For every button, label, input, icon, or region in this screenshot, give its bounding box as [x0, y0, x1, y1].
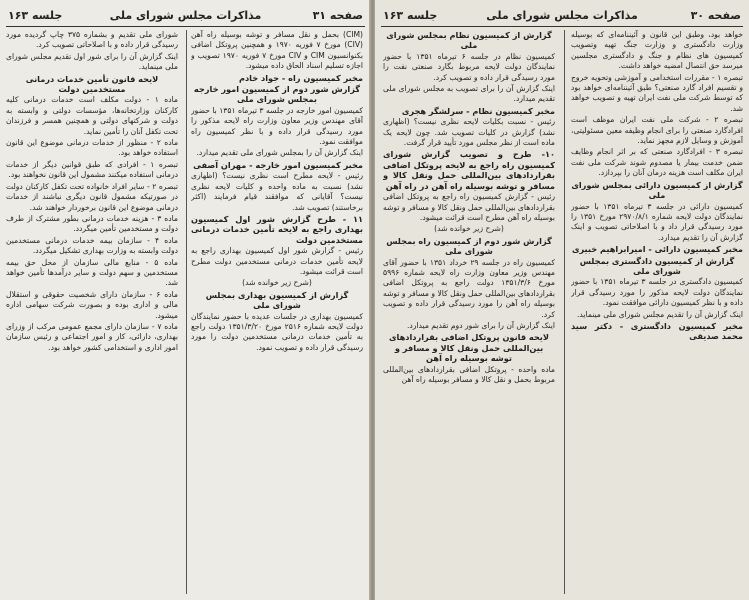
paragraph: ماده ۳ - هزینه خدمات درمانی بطور مشترک از طرف دولت و مستخدمین تأمین میگردد. [6, 213, 178, 234]
paragraph: کمیسیون بهداری در جلسات عدیده با حضور نمایندگان دولت لایحه شماره ۲۵۱۶ مورخ ۱۳۵۱/۳/۲۰ دولت راجع به تأمین خدمات درمانی مستخدمین دولت را مورد رسیدگی قرار داده و تصویب نمود. [191, 311, 363, 352]
page-header [6, 6, 365, 27]
paragraph: رئیس - لایحه مطرح است نظری نیست؟ (اظهاری نشد) نسبت به ماده واحده و کلیات لایحه نظری نیست؟ آقایانی که موافقند قیام فرمایند (اکثر برخاستند) تصویب شد. [191, 171, 363, 212]
paragraph: کمیسیون دادگستری در جلسه ۳ تیرماه ۱۳۵۱ با حضور نمایندگان دولت لایحه مذکور را مورد رسیدگی قرار داده و با نظر کمیسیون دارائی موافقت نمود. [571, 277, 743, 308]
publication-title: مذاکرات مجلس شورای ملی [109, 9, 262, 22]
text-column-left [383, 30, 555, 596]
paragraph: ۱۰- طرح و تصویب گزارش شورای کمیسیون راه راجع به لایحه پروتکل اضافی بقراردادهای بین‌المللی حمل ونقل کالا و مسافر و توشه بوسیله راه آهن در راه آهن [383, 149, 555, 191]
paragraph: تبصره ۲ - سایر افراد خانواده تحت تکفل کارکنان دولت در صورتیکه مشمول قانون دیگری نباشند از خدمات درمانی موضوع این قانون برخوردار خواهند شد. [6, 181, 178, 212]
paragraph: گزارش از کمیسیون دادگستری بمجلس شورای ملی [579, 255, 735, 276]
paragraph: اینک گزارش آن را برای شور دوم تقدیم میدارد. [406, 320, 555, 330]
text-column-right [571, 30, 743, 596]
paragraph: (شرح زیر خوانده شد) [434, 224, 504, 234]
paragraph: رئیس - گزارش شور اول کمیسیون بهداری راجع به لایحه تأمین خدمات درمانی مستخدمین دولت مطرح است قرائت میشود. [191, 246, 363, 276]
paragraph: گزارش از کمیسیون بهداری بمجلس شورای ملی [205, 289, 349, 311]
paragraph: تبصره ۱ - مقررات استخدامی و آموزشی وتحویه خروج و تقسیم افراد گارد صنعتی؟ طبق آئیننامه‌ای خواهد بود که توسط شرکت ملی نفت ایران تهیه و تصویب خواهد شد. [571, 72, 743, 113]
paragraph: ماده ۱ - دولت مکلف است خدمات درمانی کلیه کارکنان وزارتخانه‌ها، مؤسسات دولتی و وابسته به دولت و شرکتهای دولتی و همچنین همسر و فرزندان تحت تکفل آنان را تأمین نماید. [6, 95, 178, 136]
page-header [381, 6, 743, 27]
publication-title: مذاکرات مجلس شورای ملی [486, 9, 638, 22]
paragraph: مخبر کمیسیون نظام - سرلشگر هجری [401, 105, 555, 116]
paragraph: گزارش شور دوم از کمیسیون راه بمجلس شورای ملی [386, 235, 552, 257]
paragraph: کمیسیون امور خارجه در جلسه ۳ تیرماه ۱۳۵۱ با حضور آقای مهندس وزیر معاون وزارت راه لایحه مذکور را مورد رسیدگی قرار داده و با نظر کمیسیون راه موافقت نمود. [191, 105, 363, 147]
paragraph: اینک گزارش آن را تقدیم مجلس شورای ملی مینماید. [577, 309, 743, 319]
paragraph: شورای ملی تقدیم و بشماره ۳۷۵ چاپ گردیده مورد رسیدگی قرار داده و با اصلاحاتی تصویب کرد. [6, 30, 178, 50]
paragraph: (شرح زیر خوانده شد) [242, 278, 312, 288]
column-divider [564, 30, 565, 594]
paragraph: کمیسیون دارائی در جلسه ۳ تیرماه ۱۳۵۱ با حضور نمایندگان دولت لایحه شماره ۲۹۷۰/۸/۱ مورخ ۱۳۵۱ را مورد رسیدگی قرار داد و با اصلاحاتی تصویب و اینک گزارش آن را تقدیم میدارد. [571, 201, 743, 242]
paragraph: تبصره ۱ - افرادی که طبق قوانین دیگر از خدمات درمانی استفاده میکنند مشمول این قانون نخواهند بود. [6, 159, 178, 180]
page-number-label: صفحه ۳۱ [312, 9, 363, 22]
paragraph: ماده ۵ - منابع مالی سازمان از محل حق بیمه مستخدمین و سهم دولت و سایر درآمدها تأمین خواهد شد. [6, 257, 178, 288]
paragraph: لایحه قانون پروتکل اضافی بقراردادهای بین‌المللی حمل ونقل کالا و مسافر و توشه بوسیله راه آهن [389, 332, 549, 364]
paragraph: گزارش از کمیسیون نظام بمجلس شورای ملی [386, 30, 552, 51]
paragraph: مخبر کمیسیون راه - جواد خادم [238, 72, 363, 83]
column-divider [186, 30, 187, 594]
paragraph: اینک گزارش آن را بمجلس شورای ملی تقدیم میدارد. [196, 148, 363, 158]
paragraph: کمیسیون راه در جلسه ۲۹ خرداد ۱۳۵۱ با حضور آقای مهندس وزیر معاون وزارت راه لایحه شماره ۵۹۹۶ مورخ ۱۳۵۱/۳/۶ دولت راجع به پروتکل اضافی بقراردادهای بین‌المللی حمل ونقل کالا و مسافر و توشه بوسیله راه آهن را مورد رسیدگی قرار داده و تصویب کرد. [383, 257, 555, 319]
paragraph: کمیسیون نظام در جلسه ۶ تیرماه ۱۳۵۱ با حضور نمایندگان دولت لایحه مربوط بگارد صنعتی نفت را مورد رسیدگی قرار داده و تصویب کرد. [383, 51, 555, 82]
paragraph: ماده ۲ - منظور از خدمات درمانی موضوع این قانون استفاده خواهد بود. [6, 138, 178, 158]
paragraph: مخبر کمیسیون امور خارجه - مهران آصفی [193, 159, 363, 170]
paragraph: مخبر کمیسیون دارائی - امیرابراهیم خبیری [571, 244, 743, 255]
paragraph: ماده ۶ - سازمان دارای شخصیت حقوقی و استقلال مالی و اداری بوده و بصورت شرکت سهامی اداره میشود. [6, 289, 178, 320]
page-30 [375, 0, 749, 600]
page-number-label: صفحه ۳۰ [690, 9, 741, 22]
paragraph: گزارش از کمیسیون دارائی بمجلس شورای ملی [571, 179, 743, 201]
paragraph: رئیس - نسبت بکلیات لایحه نظری نیست؟ (اظهاری نشد) گزارش در کلیات تصویب شد. چون لایحه یک ماده است از نظر مجلس مورد تأیید قرار گرفت. [383, 117, 555, 148]
paragraph: تبصره ۲ - شرکت ملی نفت ایران موظف است افرادگارد صنعتی را برای انجام وظیفه معین مسئولیتی، آموزش و وسایل لازم مجهز نماید. [571, 115, 743, 146]
session-label: جلسه ۱۶۳ [383, 9, 438, 22]
paragraph: تبصره ۳ - افرادگارد صنعتی که بر اثر انجام وظایف ضمن خدمت بیمار یا مصدوم شوند شرکت ملی نفت ایران مکلف است هزینه درمان آنان را بپردازد. [571, 147, 743, 178]
paragraph: اینک گزارش آن را برای تصویب به مجلس شورای ملی تقدیم میدارد. [383, 84, 555, 104]
text-column-left [6, 30, 178, 596]
session-label: جلسه ۱۶۳ [8, 9, 63, 22]
paragraph: اینک گزارش آن را برای شور اول تقدیم مجلس شورای ملی مینماید. [6, 51, 178, 72]
paragraph: ماده واحده - پروتکل اضافی بقراردادهای بین‌المللی مربوط بحمل و نقل کالا و مسافر بوسیله راه آهن [383, 364, 555, 384]
paragraph: لایحه قانون تأمین خدمات درمانی مستخدمین دولت [25, 73, 159, 95]
paragraph: (CIM) بحمل و نقل مسافر و توشه بوسیله راه آهن (CIV) مورخ ۷ فوریه ۱۹۷۰ و همچنین پروتکل اضافی بکنوانسیون CIM و CIV مورخ ۷ فوریه ۱۹۷۰ تصویب و اجازه تسلیم اسناد الحاق داده میشود. [191, 30, 363, 71]
paragraph: گزارش شور دوم از کمیسیون امور خارجه بمجلس شورای ملی [193, 84, 361, 105]
paragraph: رئیس - گزارش کمیسیون راه راجع به پروتکل اضافی بقراردادهای بین‌المللی حمل ونقل کالا و مسافر و توشه بوسیله راه آهن مطرح است قرائت میشود. [383, 192, 555, 222]
paragraph: ۱۱ - طرح گزارش شور اول کمیسیون بهداری راجع به لایحه تأمین خدمات درمانی مستخدمین دولت [191, 213, 363, 245]
paragraph: مخبر کمیسیون دادگستری - دکتر سید محمد صدیقی [571, 320, 743, 342]
paragraph: ماده ۴ - سازمان بیمه خدمات درمانی مستخدمین دولت وابسته به وزارت بهداری تشکیل میگردد. [6, 235, 178, 256]
text-column-right [191, 30, 363, 596]
page-31 [0, 0, 371, 600]
paragraph: ماده ۷ - سازمان دارای مجمع عمومی مرکب از وزرای بهداری، دارائی، کار و امور اجتماعی و رئیس سازمان امور اداری و استخدامی کشور خواهد بود. [6, 321, 178, 352]
paragraph: خواهد بود، وطبق این قانون و آئیننامه‌ای که بوسیله وزارت دادگستری و وزارت جنگ تهیه وتصویب کمیسیون های نظام و جنگ و دادگستری مجلسین میرسد حق انتصال امضیه خواهد داشت. [571, 30, 743, 71]
